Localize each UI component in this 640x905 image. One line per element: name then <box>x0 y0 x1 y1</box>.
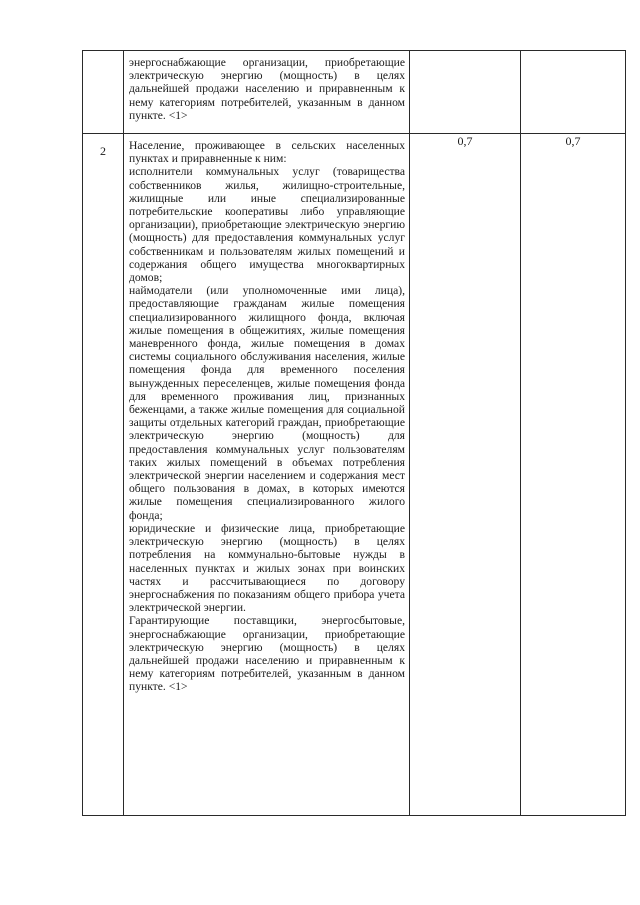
value-cell-2 <box>521 51 626 134</box>
description-paragraph: наймодатели (или уполномоченные ими лица), предоставляющие гражданам жилые помещения специализированного жилищного фонда, включая жилые помещения в общежитиях, жилые помещения маневренного фонда, жилые помещения в домах системы социального обслуживания населения, жилые помещения фонда для временного поселения вынужденных переселенцев, жилые помещения фонда для временного проживания лиц, признанных беженцами, а также жилые помещения для социальной защиты отдельных категорий граждан, приобретающие электрическую энергию (мощность) для предоставления коммунальных услуг пользователям таких жилых помещений в объемах потребления электрической энергии населением и содержания мест общего пользования в домах, в которых имеются жилые помещения специализированного жилого фонда; <box>129 284 405 522</box>
row-number-cell <box>83 51 124 134</box>
description-paragraph: юридические и физические лица, приобретающие электрическую энергию (мощность) в целях потребления на коммунально-бытовые нужды в населенных пунктах и жилых зонах при воинских частях и рассчитывающиеся по договору энергоснабжения по показаниям общего прибора учета электрической энергии. <box>129 521 405 615</box>
description-paragraph: исполнители коммунальных услуг (товарищества собственников жилья, жилищно-строительные, жилищные или иные специализированные потребительские кооперативы либо управляющие организации), приобретающие электрическую энергию (мощность) для предоставления коммунальных услуг собственникам и пользователям жилых помещений и содержания общего имущества многоквартирных домов; <box>129 165 405 285</box>
row-number <box>83 51 123 61</box>
value-cell-1: 0,7 <box>410 134 521 816</box>
row-number-cell <box>83 134 124 816</box>
value-cell-2: 0,7 <box>521 134 626 816</box>
tariff-table <box>82 50 626 816</box>
description-text <box>124 134 409 698</box>
table-row <box>83 134 626 816</box>
description-paragraph: энергоснабжающие организации, приобретающие электрическую энергию (мощность) в целях дальнейшей продажи населению и приравненным к нему категориям потребителей, указанным в данном пункте. <1> <box>129 56 405 122</box>
description-paragraph: Гарантирующие поставщики, энергосбытовые, энергоснабжающие организации, приобретающие электрическую энергию (мощность) в целях дальнейшей продажи населению и приравненным к нему категориям потребителей, указанным в данном пункте. <1> <box>129 614 405 694</box>
description-text <box>124 51 409 126</box>
value-cell-1 <box>410 51 521 134</box>
row-number: 2 <box>100 144 106 158</box>
description-cell <box>124 134 410 816</box>
table-row <box>83 51 626 134</box>
description-cell <box>124 51 410 134</box>
description-paragraph: Население, проживающее в сельских населенных пунктах и приравненные к ним: <box>129 139 405 166</box>
